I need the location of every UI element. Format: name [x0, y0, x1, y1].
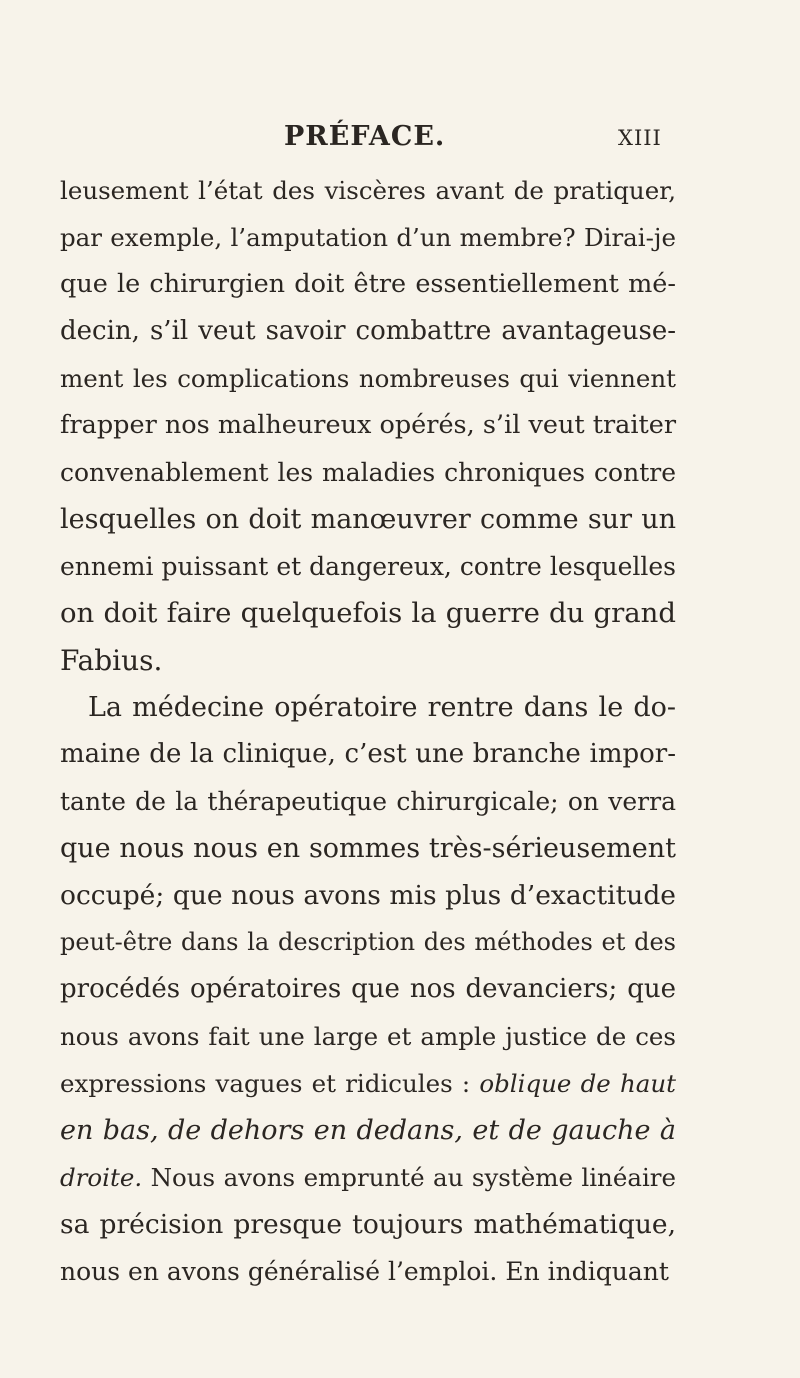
text-line: decin, s’il veut savoir combattre avantageuse-: [60, 316, 676, 346]
page-header: [0, 117, 800, 157]
text-line: leusement l’état des viscères avant de pratiquer,: [60, 176, 676, 205]
text-line: que nous nous en sommes très-sérieusement: [60, 833, 676, 864]
text-line: [60, 1154, 676, 1201]
text-line: sa précision presque toujours mathématique,: [60, 1209, 676, 1240]
text-line: nous avons fait une large et ample justice de ces: [60, 1022, 676, 1051]
text-line: occupé; que nous avons mis plus d’exactitude: [60, 880, 676, 911]
text-line: nous en avons généralisé l’emploi. En indiquant: [60, 1257, 669, 1286]
text-line: par exemple, l’amputation d’un membre? Dirai-je: [60, 223, 676, 252]
text-line: peut-être dans la description des méthodes et des: [60, 928, 676, 956]
text-line-roman: Nous avons emprunté au système linéaire: [142, 1163, 676, 1192]
text-line: ment les complications nombreuses qui viennent: [60, 364, 676, 393]
text-line: on doit faire quelquefois la guerre du grand: [60, 597, 676, 629]
text-line: Fabius.: [60, 644, 163, 677]
text-line-italic: oblique de haut: [479, 1069, 676, 1098]
text-line: convenablement les maladies chroniques contre: [60, 458, 676, 487]
text-line: La médecine opératoire rentre dans le do-: [88, 692, 676, 723]
text-line: lesquelles on doit manœuvrer comme sur un: [60, 504, 676, 535]
text-line: [60, 1107, 676, 1154]
running-head: PRÉFACE.: [284, 121, 446, 152]
text-line-italic: droite.: [60, 1163, 143, 1192]
text-line: ennemi puissant et dangereux, contre lesquelles: [60, 552, 676, 581]
text-line: maine de la clinique, c’est une branche impor-: [60, 739, 676, 769]
text-line-roman: expressions vagues et ridicules :: [60, 1069, 480, 1098]
text-line-italic: en bas, de dehors en dedans, et de gauche à: [60, 1115, 676, 1146]
text-line: procédés opératoires que nos devanciers; que: [60, 974, 676, 1004]
text-line: tante de la thérapeutique chirurgicale; on verra: [60, 787, 676, 816]
body-text: [60, 167, 676, 1295]
text-line: frapper nos malheureux opérés, s’il veut traiter: [60, 410, 677, 440]
text-line: [60, 1060, 676, 1107]
page-number: XIII: [618, 126, 662, 150]
text-line: que le chirurgien doit être essentiellement mé-: [60, 269, 676, 299]
